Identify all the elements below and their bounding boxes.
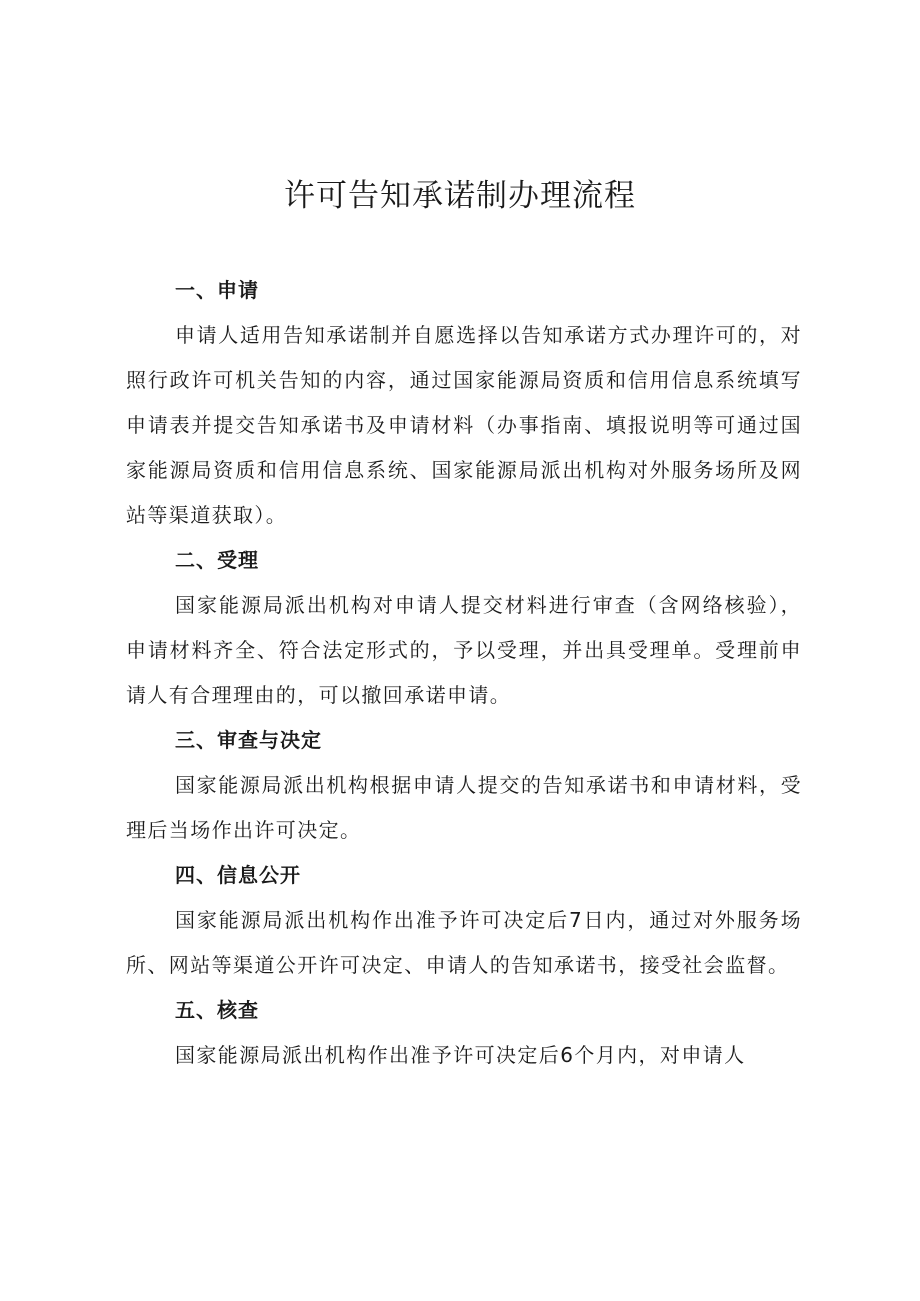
section-apply [126,268,802,538]
section-accept [126,538,802,718]
section-paragraph: 国家能源局派出机构作出准予许可决定后7日内，通过对外服务场所、网站等渠道公开许可决定、申请人的告知承诺书，接受社会监督。 [126,908,802,977]
section-paragraph: 国家能源局派出机构根据申请人提交的告知承诺书和申请材料，受理后当场作出许可决定。 [126,773,802,842]
section-heading: 五、核查 [175,998,259,1022]
section-disclosure [126,853,802,988]
section-review-decision [126,718,802,853]
section-heading: 一、申请 [175,278,259,302]
section-verification [126,988,802,1078]
document-title: 许可告知承诺制办理流程 [284,178,636,214]
section-paragraph: 国家能源局派出机构对申请人提交材料进行审查（含网络核验），申请材料齐全、符合法定形式的，予以受理，并出具受理单。受理前申请人有合理理由的，可以撤回承诺申请。 [126,593,802,707]
section-heading: 三、审查与决定 [175,728,322,752]
section-paragraph: 国家能源局派出机构作出准予许可决定后6个月内，对申请人 [175,1043,746,1067]
section-paragraph: 申请人适用告知承诺制并自愿选择以告知承诺方式办理许可的，对照行政许可机关告知的内容，通过国家能源局资质和信用信息系统填写申请表并提交告知承诺书及申请材料（办事指南、填报说明等可通过国家能源局资质和信用信息系统、国家能源局派出机构对外服务场所及网站等渠道获取）。 [126,323,802,527]
section-heading: 四、信息公开 [175,863,301,887]
document-body [126,268,802,1078]
section-heading: 二、受理 [175,548,259,572]
